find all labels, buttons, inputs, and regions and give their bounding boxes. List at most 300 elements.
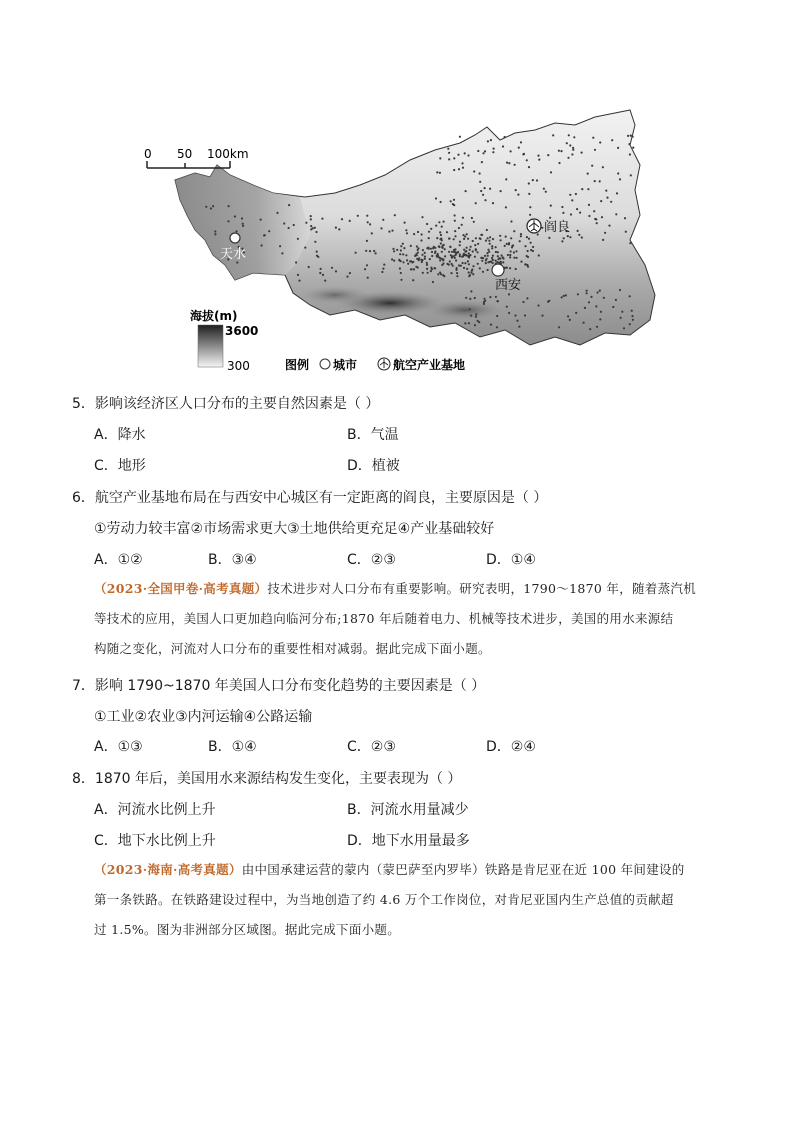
q8-option-a[interactable]: A．河流水比例上升 bbox=[94, 802, 216, 818]
population-dot bbox=[594, 180, 596, 182]
population-dot bbox=[486, 252, 488, 254]
population-dot bbox=[381, 271, 383, 273]
population-dot bbox=[536, 179, 538, 181]
population-dot bbox=[537, 304, 539, 306]
population-dot bbox=[382, 219, 384, 221]
population-dot bbox=[293, 224, 295, 226]
population-dot bbox=[573, 136, 575, 138]
population-dot bbox=[375, 252, 377, 254]
population-dot bbox=[415, 266, 417, 268]
q5-option-a[interactable]: A．降水 bbox=[94, 427, 146, 443]
q8-option-c[interactable]: C．地下水比例上升 bbox=[94, 833, 216, 849]
population-dot bbox=[479, 267, 481, 269]
population-dot bbox=[373, 250, 375, 252]
population-dot bbox=[599, 180, 601, 182]
population-dot bbox=[388, 231, 390, 233]
population-dot bbox=[391, 258, 393, 260]
population-dot bbox=[465, 297, 467, 299]
population-dot bbox=[424, 256, 426, 258]
population-dot bbox=[434, 267, 436, 269]
population-dot bbox=[597, 291, 599, 293]
population-dot bbox=[496, 326, 498, 328]
population-dot bbox=[583, 322, 585, 324]
population-dot bbox=[441, 226, 443, 228]
population-dot bbox=[584, 307, 586, 309]
population-dot bbox=[402, 243, 404, 245]
population-dot bbox=[454, 235, 456, 237]
population-dot bbox=[577, 230, 579, 232]
population-dot bbox=[608, 225, 610, 227]
question-6-items: ①劳动力较丰富②市场需求更大③土地供给更充足④产业基础较好 bbox=[94, 521, 495, 537]
population-dot bbox=[310, 225, 312, 227]
population-dot bbox=[549, 217, 551, 219]
population-dot bbox=[528, 166, 530, 168]
elevation-max: 3600 bbox=[225, 324, 259, 338]
population-dot bbox=[472, 273, 474, 275]
population-dot bbox=[587, 188, 589, 190]
population-dot bbox=[453, 199, 455, 201]
population-dot bbox=[304, 247, 306, 249]
population-dot bbox=[558, 162, 560, 164]
population-dot bbox=[335, 270, 337, 272]
population-dot bbox=[484, 150, 486, 152]
population-dot bbox=[297, 274, 299, 276]
legend-city-icon bbox=[320, 359, 330, 369]
population-dot bbox=[435, 197, 437, 199]
population-dot bbox=[417, 231, 419, 233]
population-dot bbox=[484, 187, 486, 189]
population-dot bbox=[437, 273, 439, 275]
population-dot bbox=[404, 222, 406, 224]
q6-option-c[interactable]: C．②③ bbox=[347, 552, 396, 568]
population-dot bbox=[465, 250, 467, 252]
population-dot bbox=[569, 236, 571, 238]
population-dot bbox=[543, 188, 545, 190]
population-dot bbox=[610, 201, 612, 203]
population-dot bbox=[416, 245, 418, 247]
population-dot bbox=[500, 239, 502, 241]
legend-label: 图例 bbox=[285, 358, 310, 372]
population-dot bbox=[576, 208, 578, 210]
population-dot bbox=[509, 256, 511, 258]
population-dot bbox=[480, 190, 482, 192]
population-dot bbox=[562, 212, 564, 214]
population-dot bbox=[532, 179, 534, 181]
legend-aviation-icon bbox=[378, 358, 390, 370]
population-dot bbox=[392, 248, 394, 250]
population-dot bbox=[484, 255, 486, 257]
population-dot bbox=[469, 298, 471, 300]
population-dot bbox=[489, 236, 491, 238]
q6-option-b[interactable]: B．③④ bbox=[208, 552, 257, 568]
passage-1-line-2: 等技术的应用，美国人口更加趋向临河分布;1870 年后随着电力、机械等技术进步，美国的用水来源结 bbox=[94, 611, 674, 626]
population-dot bbox=[398, 259, 400, 261]
population-dot bbox=[205, 206, 207, 208]
population-dot bbox=[505, 206, 507, 208]
population-dot bbox=[400, 279, 402, 281]
population-dot bbox=[456, 272, 458, 274]
q7-option-c[interactable]: C．②③ bbox=[347, 739, 396, 755]
q8-option-b[interactable]: B．河流水用量减少 bbox=[347, 802, 469, 818]
population-dot bbox=[594, 149, 596, 151]
population-dot bbox=[391, 230, 393, 232]
population-dot bbox=[426, 262, 428, 264]
population-dot bbox=[561, 296, 563, 298]
population-dot bbox=[364, 268, 366, 270]
population-dot bbox=[435, 225, 437, 227]
population-dot bbox=[472, 240, 474, 242]
q8-option-d[interactable]: D．地下水用量最多 bbox=[347, 833, 470, 849]
population-dot bbox=[479, 172, 481, 174]
population-dot bbox=[588, 301, 590, 303]
population-dot bbox=[393, 260, 395, 262]
population-dot bbox=[444, 248, 446, 250]
population-dot bbox=[505, 236, 507, 238]
population-dot bbox=[241, 217, 243, 219]
population-dot bbox=[628, 143, 630, 145]
population-dot bbox=[260, 219, 262, 221]
population-dot bbox=[405, 254, 407, 256]
population-dot bbox=[514, 164, 516, 166]
population-dot bbox=[242, 225, 244, 227]
population-dot bbox=[465, 190, 467, 192]
q7-option-d[interactable]: D．②④ bbox=[486, 739, 536, 755]
population-dot bbox=[596, 222, 598, 224]
population-dot bbox=[355, 252, 357, 254]
population-dot bbox=[492, 151, 494, 153]
population-dot bbox=[331, 267, 333, 269]
population-dot bbox=[410, 268, 412, 270]
population-dot bbox=[588, 204, 590, 206]
population-dot bbox=[603, 297, 605, 299]
q6-option-a[interactable]: A．①② bbox=[94, 552, 143, 568]
population-dot bbox=[465, 254, 467, 256]
population-dot bbox=[453, 238, 455, 240]
population-dot bbox=[500, 190, 502, 192]
population-dot bbox=[488, 251, 490, 253]
population-dot bbox=[413, 268, 415, 270]
population-dot bbox=[588, 215, 590, 217]
population-dot bbox=[487, 237, 489, 239]
population-dot bbox=[619, 289, 621, 291]
population-dot bbox=[438, 221, 440, 223]
q7-option-a[interactable]: A．①③ bbox=[94, 739, 143, 755]
population-dot bbox=[406, 259, 408, 261]
passage-1-line-3: 构随之变化，河流对人口分布的重要性相对减弱。据此完成下面小题。 bbox=[94, 641, 491, 656]
population-dot bbox=[210, 207, 212, 209]
population-dot bbox=[268, 230, 270, 232]
population-dot bbox=[530, 242, 532, 244]
population-dot bbox=[541, 315, 543, 317]
population-dot bbox=[443, 275, 445, 277]
q5-option-c[interactable]: C．地形 bbox=[94, 458, 146, 474]
passage-2-line-3: 过 1.5%。图为非洲部分区域图。据此完成下面小题。 bbox=[94, 922, 401, 937]
population-dot bbox=[589, 328, 591, 330]
population-dot bbox=[606, 197, 608, 199]
population-dot bbox=[403, 247, 405, 249]
population-dot bbox=[410, 245, 412, 247]
population-dot bbox=[599, 318, 601, 320]
population-dot bbox=[515, 189, 517, 191]
population-dot bbox=[492, 238, 494, 240]
population-dot bbox=[506, 267, 508, 269]
population-dot bbox=[569, 319, 571, 321]
population-dot bbox=[449, 246, 451, 248]
population-dot bbox=[500, 261, 502, 263]
population-dot bbox=[242, 223, 244, 225]
population-dot bbox=[586, 292, 588, 294]
population-dot bbox=[524, 314, 526, 316]
population-dot bbox=[405, 229, 407, 231]
population-dot bbox=[630, 174, 632, 176]
q5-option-d[interactable]: D．植被 bbox=[347, 458, 400, 474]
population-dot bbox=[464, 235, 466, 237]
population-dot bbox=[470, 246, 472, 248]
population-dot bbox=[527, 266, 529, 268]
elevation-title: 海拔(m) bbox=[190, 309, 238, 323]
population-dot bbox=[455, 259, 457, 261]
population-dot bbox=[413, 233, 415, 235]
population-dot bbox=[565, 294, 567, 296]
passage-1 bbox=[94, 574, 734, 664]
population-dot bbox=[457, 154, 459, 156]
population-dot bbox=[421, 254, 423, 256]
population-dot bbox=[570, 213, 572, 215]
population-dot bbox=[451, 263, 453, 265]
city-label-tianshui: 天水 bbox=[220, 247, 247, 262]
population-dot bbox=[462, 262, 464, 264]
population-dot bbox=[511, 246, 513, 248]
population-dot bbox=[430, 248, 432, 250]
population-dot bbox=[467, 260, 469, 262]
q6-option-d[interactable]: D．①④ bbox=[486, 552, 536, 568]
population-dot bbox=[513, 257, 515, 259]
population-dot bbox=[466, 247, 468, 249]
population-dot bbox=[473, 221, 475, 223]
population-dot bbox=[532, 246, 534, 248]
population-dot bbox=[474, 297, 476, 299]
population-dot bbox=[483, 303, 485, 305]
population-dot bbox=[496, 300, 498, 302]
population-dot bbox=[467, 154, 469, 156]
q5-option-b[interactable]: B．气温 bbox=[347, 427, 399, 443]
population-dot bbox=[517, 194, 519, 196]
population-dot bbox=[439, 172, 441, 174]
population-dot bbox=[575, 312, 577, 314]
population-dot bbox=[516, 257, 518, 259]
population-dot bbox=[440, 234, 442, 236]
population-dot bbox=[510, 220, 512, 222]
population-dot bbox=[453, 157, 455, 159]
population-dot bbox=[322, 274, 324, 276]
population-dot bbox=[520, 141, 522, 143]
population-dot bbox=[537, 155, 539, 157]
population-dot bbox=[436, 171, 438, 173]
population-dot bbox=[567, 235, 569, 237]
legend-city: 城市 bbox=[333, 358, 358, 372]
population-dot bbox=[464, 262, 466, 264]
population-dot bbox=[365, 250, 367, 252]
scale-zero: 0 bbox=[144, 147, 152, 161]
population-dot bbox=[393, 250, 395, 252]
population-dot bbox=[214, 230, 216, 232]
population-dot bbox=[394, 214, 396, 216]
population-dot bbox=[506, 306, 508, 308]
elevation-bar bbox=[198, 325, 223, 367]
population-dot bbox=[605, 190, 607, 192]
population-dot bbox=[310, 215, 312, 217]
population-dot bbox=[504, 245, 506, 247]
population-dot bbox=[572, 149, 574, 151]
population-dot bbox=[592, 137, 594, 139]
population-dot bbox=[491, 257, 493, 259]
population-dot bbox=[498, 257, 500, 259]
population-dot bbox=[602, 166, 604, 168]
population-dot bbox=[409, 260, 411, 262]
population-dot bbox=[496, 315, 498, 317]
population-dot bbox=[510, 237, 512, 239]
population-dot bbox=[451, 251, 453, 253]
passage-1-line-1: 技术进步对人口分布有重要影响。研究表明，1790～1870 年，随着蒸汽机 bbox=[267, 581, 696, 596]
population-dot bbox=[214, 233, 216, 235]
population-dot bbox=[474, 244, 476, 246]
population-dot bbox=[454, 220, 456, 222]
population-dot bbox=[454, 257, 456, 259]
population-dot bbox=[563, 295, 565, 297]
population-dot bbox=[314, 241, 316, 243]
population-dot bbox=[424, 252, 426, 254]
population-dot bbox=[579, 212, 581, 214]
population-dot bbox=[492, 259, 494, 261]
population-dot bbox=[468, 271, 470, 273]
population-dot bbox=[522, 153, 524, 155]
population-dot bbox=[434, 250, 436, 252]
population-dot bbox=[464, 152, 466, 154]
population-dot bbox=[366, 264, 368, 266]
population-map bbox=[135, 105, 660, 380]
population-dot bbox=[369, 223, 371, 225]
population-dot bbox=[505, 178, 507, 180]
population-dot bbox=[581, 152, 583, 154]
population-dot bbox=[439, 238, 441, 240]
population-dot bbox=[443, 244, 445, 246]
population-dot bbox=[593, 210, 595, 212]
population-dot bbox=[310, 228, 312, 230]
population-dot bbox=[509, 267, 511, 269]
population-dot bbox=[349, 220, 351, 222]
population-dot bbox=[617, 147, 619, 149]
population-dot bbox=[399, 253, 401, 255]
population-dot bbox=[489, 243, 491, 245]
population-dot bbox=[510, 150, 512, 152]
population-dot bbox=[369, 250, 371, 252]
population-dot bbox=[526, 159, 528, 161]
population-dot bbox=[487, 269, 489, 271]
population-dot bbox=[469, 249, 471, 251]
population-dot bbox=[314, 227, 316, 229]
population-dot bbox=[538, 159, 540, 161]
population-dot bbox=[495, 251, 497, 253]
population-dot bbox=[508, 312, 510, 314]
population-dot bbox=[604, 232, 606, 234]
population-dot bbox=[492, 202, 494, 204]
population-dot bbox=[450, 272, 452, 274]
elevation-min: 300 bbox=[227, 359, 250, 373]
population-dot bbox=[450, 254, 452, 256]
city-label-xian: 西安 bbox=[495, 278, 522, 293]
population-dot bbox=[518, 147, 520, 149]
population-dot bbox=[474, 324, 476, 326]
q7-option-b[interactable]: B．①④ bbox=[208, 739, 257, 755]
population-dot bbox=[567, 157, 569, 159]
population-dot bbox=[459, 241, 461, 243]
population-dot bbox=[448, 251, 450, 253]
population-dot bbox=[468, 252, 470, 254]
population-dot bbox=[431, 251, 433, 253]
population-dot bbox=[454, 230, 456, 232]
population-dot bbox=[504, 136, 506, 138]
question-6-stem: 6．航空产业基地布局在与西安中心城区有一定距离的阎良，主要原因是（ ） bbox=[72, 490, 548, 506]
passage-2-source: （2023·海南·高考真题） bbox=[94, 862, 242, 877]
population-dot bbox=[456, 252, 458, 254]
population-dot bbox=[466, 268, 468, 270]
population-dot bbox=[514, 314, 516, 316]
population-dot bbox=[619, 178, 621, 180]
population-dot bbox=[382, 268, 384, 270]
population-dot bbox=[453, 251, 455, 253]
population-dot bbox=[493, 148, 495, 150]
population-dot bbox=[341, 218, 343, 220]
population-dot bbox=[400, 272, 402, 274]
population-dot bbox=[629, 242, 631, 244]
population-dot bbox=[561, 240, 563, 242]
population-dot bbox=[475, 313, 477, 315]
population-dot bbox=[454, 214, 456, 216]
population-dot bbox=[612, 306, 614, 308]
population-dot bbox=[486, 229, 488, 231]
population-dot bbox=[477, 320, 479, 322]
population-dot bbox=[476, 251, 478, 253]
population-dot bbox=[581, 236, 583, 238]
population-dot bbox=[518, 326, 520, 328]
population-dot bbox=[519, 240, 521, 242]
population-dot bbox=[448, 158, 450, 160]
population-dot bbox=[455, 269, 457, 271]
population-dot bbox=[357, 215, 359, 217]
population-dot bbox=[475, 202, 477, 204]
population-dot bbox=[600, 200, 602, 202]
population-dot bbox=[525, 263, 527, 265]
population-dot bbox=[421, 261, 423, 263]
population-dot bbox=[497, 255, 499, 257]
population-dot bbox=[558, 150, 560, 152]
population-dot bbox=[601, 216, 603, 218]
population-dot bbox=[483, 301, 485, 303]
population-dot bbox=[560, 150, 562, 152]
population-dot bbox=[418, 259, 420, 261]
population-dot bbox=[486, 258, 488, 260]
population-dot bbox=[458, 264, 460, 266]
population-dot bbox=[421, 259, 423, 261]
population-dot bbox=[430, 267, 432, 269]
population-dot bbox=[629, 153, 631, 155]
population-dot bbox=[537, 233, 539, 235]
population-dot bbox=[430, 228, 432, 230]
population-dot bbox=[316, 251, 318, 253]
question-7-stem: 7．影响 1790~1870 年美国人口分布变化趋势的主要因素是（ ） bbox=[72, 678, 486, 694]
population-dot bbox=[510, 250, 512, 252]
population-dot bbox=[471, 269, 473, 271]
